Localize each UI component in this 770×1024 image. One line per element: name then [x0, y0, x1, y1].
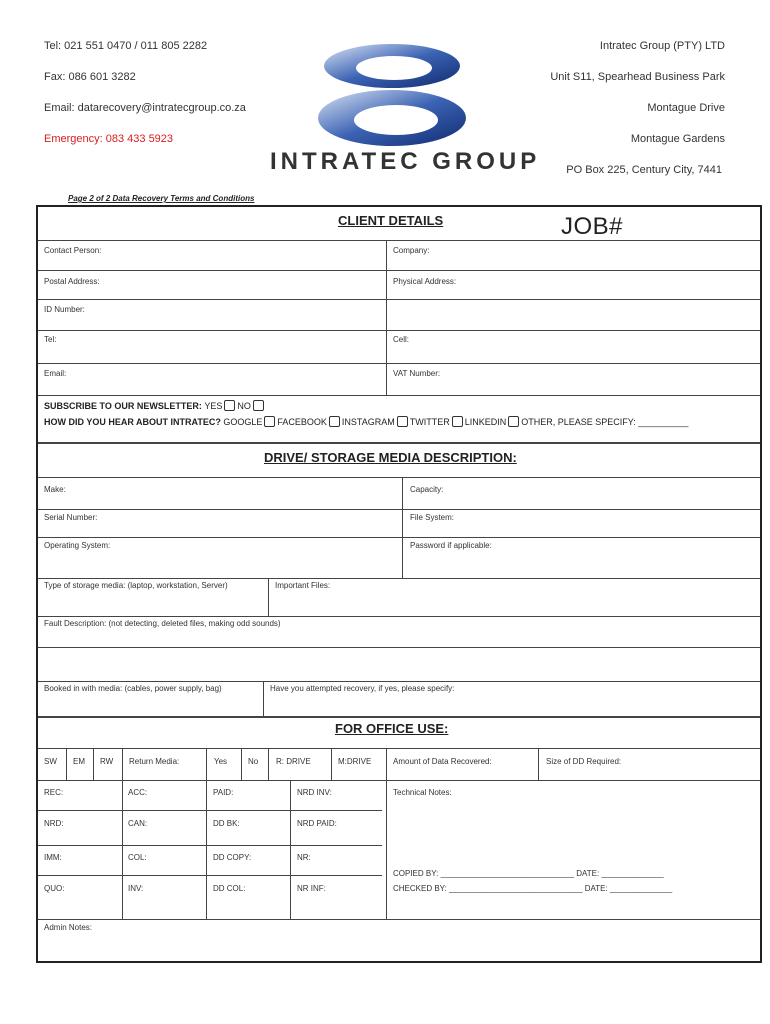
header-emergency: Emergency: 083 433 5923 [44, 133, 174, 145]
job-number-label: JOB# [561, 213, 624, 240]
col-field[interactable]: COL: [128, 853, 147, 862]
operating-system-field[interactable]: Operating System: [44, 541, 111, 550]
technical-notes-field[interactable]: Technical Notes: [393, 788, 452, 797]
newsletter-no-label: NO [237, 400, 251, 411]
checked-by-field[interactable]: CHECKED BY: ______________________________ DATE: ______________ [393, 884, 673, 893]
tel-field[interactable]: Tel: [44, 335, 57, 344]
logo-icon [312, 38, 472, 150]
facebook-checkbox[interactable] [329, 416, 340, 427]
file-system-field[interactable]: File System: [410, 513, 455, 522]
company-field[interactable]: Company: [393, 246, 430, 255]
return-no-label: No [248, 757, 259, 766]
can-field[interactable]: CAN: [128, 819, 148, 828]
return-yes-label: Yes [214, 757, 228, 766]
imm-field[interactable]: IMM: [44, 853, 62, 862]
attempted-recovery-field[interactable]: Have you attempted recovery, if yes, please specify: [270, 684, 455, 693]
paid-field[interactable]: PAID: [213, 788, 234, 797]
newsletter-row [44, 400, 266, 411]
twitter-checkbox[interactable] [452, 416, 463, 427]
instagram-checkbox[interactable] [397, 416, 408, 427]
header-address-4: PO Box 225, Century City, 7441 [566, 164, 722, 176]
nr-field[interactable]: NR: [297, 853, 311, 862]
dd-bk-field[interactable]: DD BK: [213, 819, 240, 828]
serial-number-field[interactable]: Serial Number: [44, 513, 98, 522]
header-address-2: Montague Drive [647, 102, 725, 114]
capacity-field[interactable]: Capacity: [410, 485, 444, 494]
physical-address-field[interactable]: Physical Address: [393, 277, 457, 286]
header-address-3: Montague Gardens [630, 133, 725, 145]
twitter-label: TWITTER [409, 416, 450, 427]
quo-field[interactable]: QUO: [44, 884, 65, 893]
dd-size-field[interactable]: Size of DD Required: [546, 757, 622, 766]
dd-copy-field[interactable]: DD COPY: [213, 853, 252, 862]
dd-col-field[interactable]: DD COL: [213, 884, 246, 893]
google-label: GOOGLE [223, 416, 263, 427]
fault-description-field[interactable]: Fault Description: (not detecting, deleted files, making odd sounds) [44, 619, 281, 628]
other-label: OTHER, PLEASE SPECIFY: __________ [521, 416, 689, 427]
password-field[interactable]: Password if applicable: [410, 541, 492, 550]
return-media-label: Return Media: [129, 757, 180, 766]
newsletter-no-checkbox[interactable] [253, 400, 264, 411]
other-checkbox[interactable] [508, 416, 519, 427]
nrd-paid-field[interactable]: NRD PAID: [297, 819, 337, 828]
hear-about-question: HOW DID YOU HEAR ABOUT INTRATEC? [44, 416, 221, 427]
cell-field[interactable]: Cell: [393, 335, 410, 344]
sw-label: SW [44, 757, 57, 766]
vat-number-field[interactable]: VAT Number: [393, 369, 441, 378]
drive-title: DRIVE/ STORAGE MEDIA DESCRIPTION: [264, 450, 517, 465]
nrd-field[interactable]: NRD: [44, 819, 64, 828]
copied-by-field[interactable]: COPIED BY: ______________________________ DATE: ______________ [393, 869, 664, 878]
header-address-1: Unit S11, Spearhead Business Park [550, 71, 725, 83]
facebook-label: FACEBOOK [277, 416, 327, 427]
nr-inf-field[interactable]: NR INF: [297, 884, 326, 893]
r-drive-label: R: DRIVE [276, 757, 311, 766]
rec-field[interactable]: REC: [44, 788, 64, 797]
form-container [36, 205, 762, 963]
logo-text: INTRATEC GROUP [270, 148, 541, 175]
office-use-title: FOR OFFICE USE: [335, 721, 449, 736]
newsletter-yes-checkbox[interactable] [224, 400, 235, 411]
header-email: Email: datarecovery@intratecgroup.co.za [44, 102, 246, 114]
rw-label: RW [100, 757, 114, 766]
header-company: Intratec Group (PTY) LTD [599, 40, 725, 52]
page-caption: Page 2 of 2 Data Recovery Terms and Conditions [68, 194, 255, 203]
header-fax: Fax: 086 601 3282 [44, 71, 136, 83]
instagram-label: INSTAGRAM [341, 416, 395, 427]
booked-media-field[interactable]: Booked in with media: (cables, power supply, bag) [44, 684, 222, 693]
nrd-inv-field[interactable]: NRD INV: [297, 788, 332, 797]
postal-address-field[interactable]: Postal Address: [44, 277, 100, 286]
hear-about-row [44, 416, 688, 427]
header-tel: Tel: 021 551 0470 / 011 805 2282 [44, 40, 208, 52]
newsletter-question: SUBSCRIBE TO OUR NEWSLETTER: [44, 400, 202, 411]
contact-person-field[interactable]: Contact Person: [44, 246, 102, 255]
make-field[interactable]: Make: [44, 485, 66, 494]
id-number-field[interactable]: ID Number: [44, 305, 85, 314]
acc-field[interactable]: ACC: [128, 788, 148, 797]
admin-notes-field[interactable]: Admin Notes: [44, 923, 93, 932]
storage-type-field[interactable]: Type of storage media: (laptop, workstation, Server) [44, 581, 228, 590]
em-label: EM [73, 757, 85, 766]
amount-recovered-field[interactable]: Amount of Data Recovered: [393, 757, 492, 766]
newsletter-yes-label: YES [204, 400, 223, 411]
email-field[interactable]: Email: [44, 369, 67, 378]
important-files-field[interactable]: Important Files: [275, 581, 331, 590]
client-details-title: CLIENT DETAILS [338, 213, 444, 228]
m-drive-label: M:DRIVE [338, 757, 372, 766]
linkedin-label: LINKEDIN [464, 416, 507, 427]
google-checkbox[interactable] [264, 416, 275, 427]
inv-field[interactable]: INV: [128, 884, 144, 893]
